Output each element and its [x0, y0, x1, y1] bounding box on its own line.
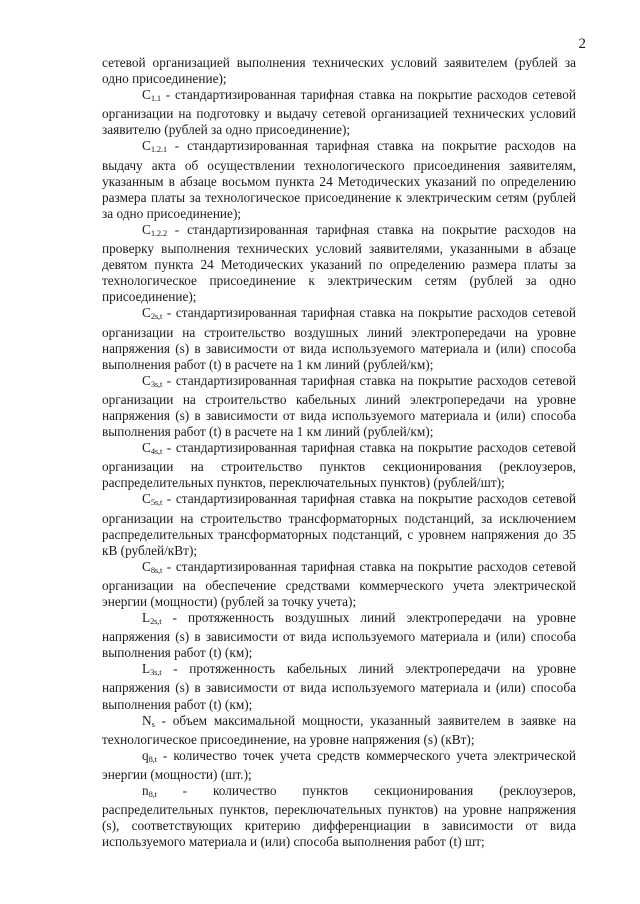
symbol-subscript: 4s,t	[150, 446, 163, 457]
definition-paragraph	[102, 713, 576, 748]
symbol-subscript: 1.2.2	[150, 227, 167, 238]
separator: -	[161, 610, 189, 626]
symbol: L	[142, 610, 151, 626]
definition-text: стандартизированная тарифная ставка на покрытие расходов на выдачу акта об осуществлении технологического присоединения заявителям, указанным в абзаце восьмом пункта 24 Методических указаний по определению размера платы за технологическое присоединение к электрическим сетям (рублей за одно присоединение);	[102, 138, 576, 221]
symbol: C	[142, 440, 151, 456]
definition-text: стандартизированная тарифная ставка на покрытие расходов сетевой организации на строительство воздушных линий электропередачи на уровне напряжения (s) в зависимости от вида используемого материала и (или) способа выполнения работ (t) в расчете на 1 км линий (рублей/км);	[102, 305, 577, 372]
definition-paragraph	[102, 373, 576, 440]
definition-text: стандартизированная тарифная ставка на покрытие расходов сетевой организации на обеспечение средствами коммерческого учета электрической энергии (мощности) (рублей за точку учета);	[102, 558, 577, 609]
definition-paragraph	[102, 491, 576, 558]
intro-paragraph: сетевой организацией выполнения технических условий заявителем (рублей за одно присоединение);	[102, 55, 576, 87]
definition-paragraph	[102, 559, 576, 610]
definition-text: стандартизированная тарифная ставка на покрытие расходов сетевой организации на строительство пунктов секционирования (реклоузеров, распределительных пунктов, переключательных пунктов) (рублей/шт);	[102, 440, 577, 491]
separator: -	[162, 491, 176, 507]
symbol-subscript: 2s,t	[150, 311, 163, 322]
symbol-subscript: 1.2.1	[150, 144, 167, 155]
definition-text: объем максимальной мощности, указанный заявителем в заявке на технологическое присоединение, на уровне напряжения (s) (кВт);	[102, 712, 576, 747]
symbol: C	[142, 491, 151, 507]
separator: -	[156, 747, 174, 763]
symbol-subscript: 3s,t	[150, 667, 162, 678]
symbol: N	[142, 712, 152, 728]
symbol: C	[142, 87, 151, 103]
separator: -	[162, 372, 176, 388]
definition-paragraph	[102, 138, 576, 221]
definition-paragraph	[102, 440, 576, 491]
definition-paragraph	[102, 610, 576, 661]
symbol-subscript: 2s,t	[150, 616, 162, 627]
separator: -	[166, 221, 188, 237]
document-body	[102, 55, 576, 850]
symbol-subscript: s	[151, 718, 155, 729]
definition-paragraph	[102, 87, 576, 138]
symbol: L	[142, 661, 151, 677]
symbol: C	[142, 221, 151, 237]
definition-paragraph	[102, 748, 576, 783]
definition-text: стандартизированная тарифная ставка на покрытие расходов сетевой организации на строительство трансформаторных подстанций, за исключением распределительных трансформаторных подстанций, с уровнем напряжения до 35 кВ (рублей/кВт);	[102, 491, 577, 558]
symbol-subscript: 8,t	[148, 753, 157, 764]
definition-text: стандартизированная тарифная ставка на покрытие расходов на проверку выполнения технических условий заявителями, указанными в абзаце девятом пункта 24 Методических указаний по определению размера платы за технологическое присоединение к электрическим сетям (рублей за одно присоединение);	[102, 221, 576, 305]
separator: -	[156, 783, 214, 799]
symbol-subscript: 8,t	[148, 789, 157, 800]
definition-paragraph	[102, 222, 576, 305]
separator: -	[160, 87, 175, 103]
definition-paragraph	[102, 305, 576, 372]
definitions-list	[102, 87, 576, 850]
symbol: C	[142, 372, 151, 388]
definition-text: протяженность воздушных линий электропередачи на уровне напряжения (s) в зависимости от вида используемого материала и (или) способа выполнения работ (t) (км);	[102, 610, 576, 661]
definition-text: количество точек учета средств коммерческого учета электрической энергии (мощности) (шт.);	[102, 747, 576, 782]
symbol-subscript: 5s,t	[150, 497, 163, 508]
definition-paragraph	[102, 661, 576, 712]
symbol-subscript: 1.1	[150, 93, 161, 104]
symbol: C	[142, 305, 151, 321]
definition-text: протяженность кабельных линий электропередачи на уровне напряжения (s) в зависимости от вида используемого материала и (или) способа выполнения работ (t) (км);	[102, 661, 576, 712]
symbol: q	[142, 747, 149, 763]
separator: -	[166, 138, 188, 154]
symbol: C	[142, 558, 151, 574]
definition-text: стандартизированная тарифная ставка на покрытие расходов сетевой организации на строительство кабельных линий электропередачи на уровне напряжения (s) в зависимости от вида используемого материала и (или) способа выполнения работ (t) в расчете на 1 км линий (рублей/км);	[102, 372, 577, 440]
symbol: n	[142, 783, 149, 799]
definition-text: количество пунктов секционирования (реклоузеров, распределительных пунктов, переключательных пунктов) на уровне напряжения (s), соответствующих критерию дифференциации в зависимости от вида используемого материала и (или) способа выполнения работ (t) шт;	[102, 783, 576, 850]
symbol-subscript: 8s,t	[150, 564, 163, 575]
separator: -	[154, 712, 173, 728]
separator: -	[161, 661, 190, 677]
separator: -	[162, 305, 176, 321]
definition-paragraph	[102, 783, 576, 850]
symbol-subscript: 3s,t	[150, 378, 163, 389]
definition-text: стандартизированная тарифная ставка на покрытие расходов сетевой организации на подготовку и выдачу сетевой организацией технических условий заявителю (рублей за одно присоединение);	[102, 87, 576, 138]
separator: -	[162, 440, 176, 456]
symbol: C	[142, 138, 151, 154]
page-number: 2	[578, 36, 586, 52]
separator: -	[162, 558, 176, 574]
